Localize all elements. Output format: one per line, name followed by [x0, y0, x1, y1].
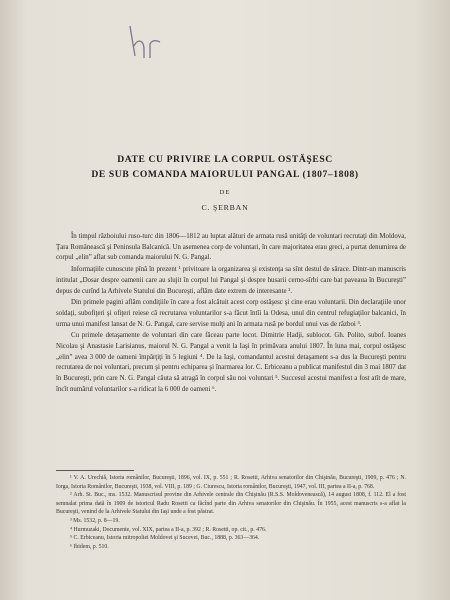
- footnote: ⁵ C. Erbiceanu, Istoria mitropoliei Moldovei şi Sucevei, Buc., 1888, p. 363—364.: [70, 535, 260, 542]
- footnotes: [56, 474, 406, 551]
- footnote: ¹ V. A. Urechiă, Istoria românilor, Bucureşti, 1896, vol. IX, p. 551 ; R. Rosetti, Arhiva senatorilor din Chişinău, Bucureşti, 1909, p. 476 ; N. Iorga, Istoria Românilor, Bucureşti, 1938, vol. VIII, p. 189 ; G. Ciurescu, Istoria românilor, Bucureşti, 1947, vol. III, partea a II-a, p. 768.: [56, 475, 406, 490]
- handwritten-margin-note: [120, 7, 180, 64]
- footnote-separator: [56, 470, 134, 471]
- body-paragraph: Informaţiile cunoscute pînă în prezent ¹ privitoare la organizarea şi existenţa sa sînt destul de sărace. Dintr-un manuscris intitulat „Dosar despre oamenii care au slujit în corpul lui Pangal şi despre husarii cerno-sîrbi care bat paveaua în Bucureşti” depus de curînd la Arhivele Statului din Bucureşti, aflăm date extrem de interesante ².: [56, 266, 406, 295]
- body-paragraph: În timpul războiului ruso-turc din 1806—1812 au luptat alături de armata rusă unităţi de voluntari recrutaţi din Moldova, Ţara Românească şi Peninsula Balcanică. Un asemenea corp de voluntari, în care majoritatea erau greci, a purtat denumirea de corpul „elin” aflat sub comanda maiorului N. G. Pangal.: [56, 233, 406, 262]
- article-body: [56, 232, 406, 396]
- body-paragraph: Din primele pagini aflăm condiţiile în care a fost alcătuit acest corp ostăşesc şi cine erau voluntarii. Din declaraţiile unor soldaţi, subofiţeri şi ofiţeri reiese că recrutarea voluntarilor s-a făcut întîi la Odesa, unul din centrul refugiaţilor balcanici, în urma unui manifest lansat de N. G. Pangal, care servise mulţi ani în armata rusă pe bordul unui vas de război ³.: [56, 299, 406, 328]
- footnote: ⁶ Ibidem, p. 510.: [70, 543, 109, 550]
- article-title-line-1: DATE CU PRIVIRE LA CORPUL OSTĂŞESC: [117, 154, 333, 165]
- footnote: ⁴ Hurmuzaki, Documente, vol. XIX, partea a II-a, p. 392 ; R. Rosetti, op. cit., p. 476.: [70, 526, 267, 533]
- footnote: ² Arh. St. Buc., ms. 1532. Manuscrisul provine din Arhivele centrale din Chişinău (R.S.S. Moldovenească), 14 august 1808, f. 112. El a fost semnalat prima dată în 1909 de istoricul Radu Rosetti ca făcînd parte din Arhiva senatorilor din Chişinău. În 1955, acest manuscris s-a aflat la Bucureşti, venind de la Arhivele Statului din Iaşi unde a fost păstrat.: [56, 492, 406, 516]
- article-header: [40, 152, 410, 214]
- margin-note-text: hr: [120, 7, 134, 24]
- footnote: ³ Ms. 1532, p. 8—19.: [70, 517, 120, 524]
- byline-de: DE: [219, 189, 231, 196]
- article-title-line-2: DE SUB COMANDA MAIORULUI PANGAL (1807–1808): [91, 169, 359, 180]
- body-paragraph: Cu primele detaşamente de voluntari din care făceau parte locot. Dimitrie Hadji, sublocot. Gh. Polito, subof. Ioanes Nicolau şi Anastasie Larisianus, maiorul N. G. Pangal a venit la Iaşi în primăvara anului 1807. În luna mai, corpul ostăşesc „elin” avea 3 000 de oameni împărţiţi în 5 legiuni ⁴. De la Iaşi, comandantul acestui detaşament s-a dus la Bucureşti pentru recrutarea de noi voluntari, precum şi pentru echiparea şi înarmarea lor. C. Erbiceanu a publicat manifestul din 3 mai 1807 dat în Bucureşti, prin care N. G. Pangal căuta să atragă în corpul său noi voluntari ⁵. Succesul acestui manifest a fost atît de mare, încît numărul voluntarilor s-a ridicat la 6 000 de oameni ⁶.: [56, 332, 406, 393]
- author-name: C. ŞERBAN: [201, 203, 249, 212]
